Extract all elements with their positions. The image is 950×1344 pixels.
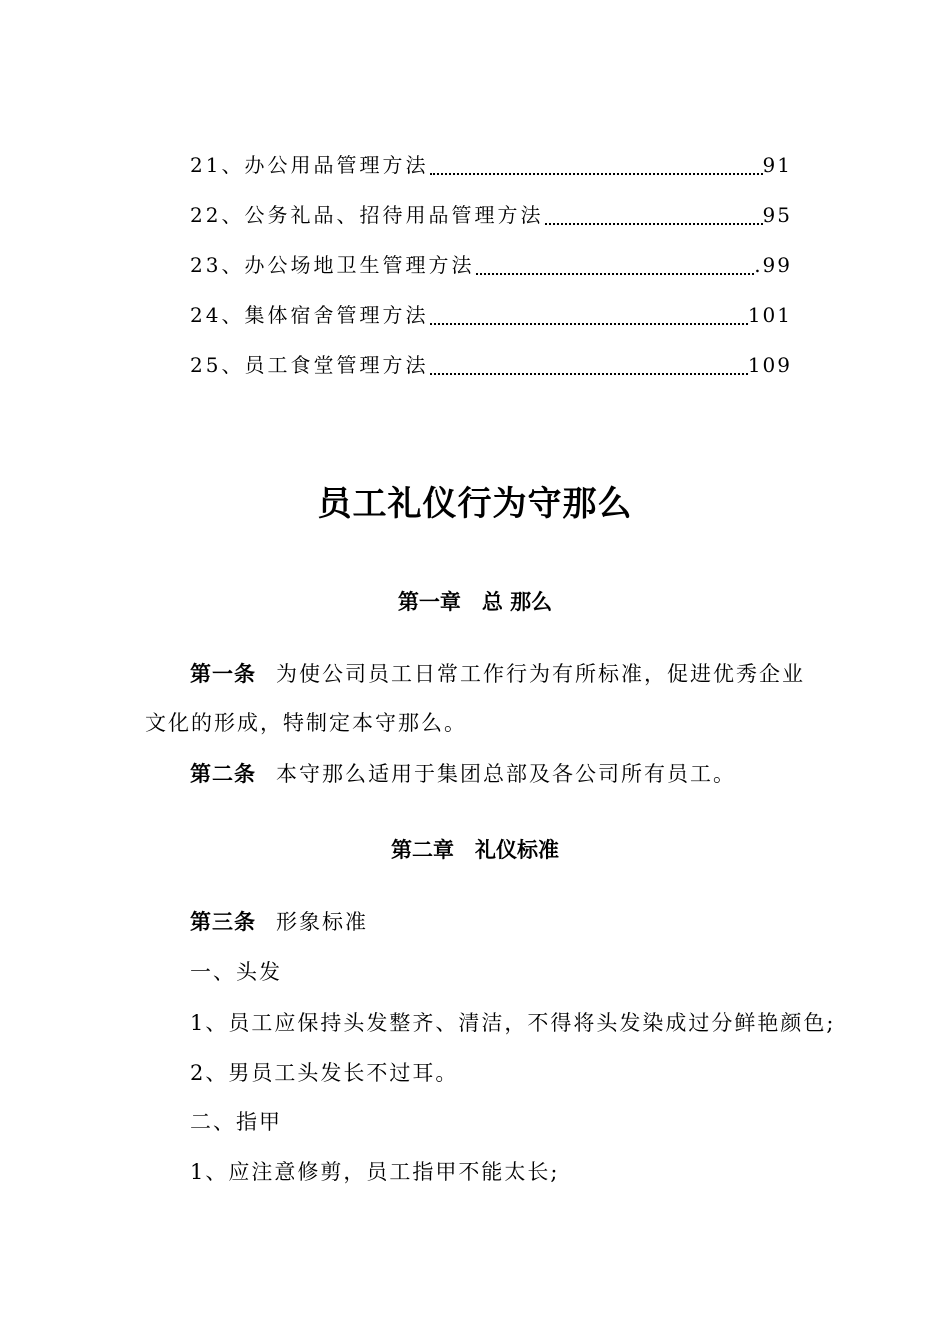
- toc-entry-title: 22、公务礼品、招待用品管理方法: [190, 203, 544, 227]
- section-heading: 二、指甲: [190, 1110, 282, 1134]
- toc-entry-title: 25、员工食堂管理方法: [190, 353, 429, 377]
- list-item: 1、应注意修剪，员工指甲不能太长;: [190, 1160, 560, 1184]
- article-paragraph: [190, 660, 805, 688]
- table-of-contents: [190, 131, 792, 381]
- toc-entry-page: 91: [762, 153, 792, 177]
- list-item: 1、员工应保持头发整齐、清洁，不得将头发染成过分鲜艳颜色;: [190, 1011, 836, 1035]
- toc-leader-dots: [545, 223, 762, 225]
- article-text: 形象标准: [276, 910, 368, 934]
- chapter-heading: 第一章 总 那么: [397, 590, 553, 614]
- toc-entry-page: 95: [762, 203, 792, 227]
- article-text: 为使公司员工日常工作行为有所标准，促进优秀企业: [276, 662, 805, 686]
- toc-entry-page: 101: [747, 303, 792, 327]
- toc-entry[interactable]: [190, 231, 792, 281]
- toc-entry[interactable]: [190, 131, 792, 181]
- toc-entry-page: .99: [754, 253, 792, 277]
- article-text: 本守那么适用于集团总部及各公司所有员工。: [276, 762, 736, 786]
- toc-entry[interactable]: [190, 181, 792, 231]
- article-paragraph-continued: 文化的形成，特制定本守那么。: [145, 711, 467, 735]
- toc-leader-dots: [476, 273, 754, 275]
- chapter-heading: 第二章 礼仪标准: [391, 838, 559, 862]
- toc-leader-dots: [430, 173, 762, 175]
- list-item: 2、男员工头发长不过耳。: [190, 1061, 459, 1085]
- toc-entry-title: 24、集体宿舍管理方法: [190, 303, 429, 327]
- article-label: 第二条: [190, 762, 256, 786]
- section-heading: 一、头发: [190, 960, 282, 984]
- toc-entry-page: 109: [747, 353, 792, 377]
- document-title: 员工礼仪行为守那么: [317, 484, 633, 524]
- toc-entry-title: 21、办公用品管理方法: [190, 153, 429, 177]
- article-label: 第三条: [190, 910, 256, 934]
- toc-leader-dots: [430, 323, 747, 325]
- article-label: 第一条: [190, 662, 256, 686]
- toc-entry[interactable]: [190, 331, 792, 381]
- article-paragraph: [190, 908, 368, 936]
- article-paragraph: [190, 760, 736, 788]
- toc-entry[interactable]: [190, 281, 792, 331]
- toc-leader-dots: [430, 373, 747, 375]
- toc-entry-title: 23、办公场地卫生管理方法: [190, 253, 475, 277]
